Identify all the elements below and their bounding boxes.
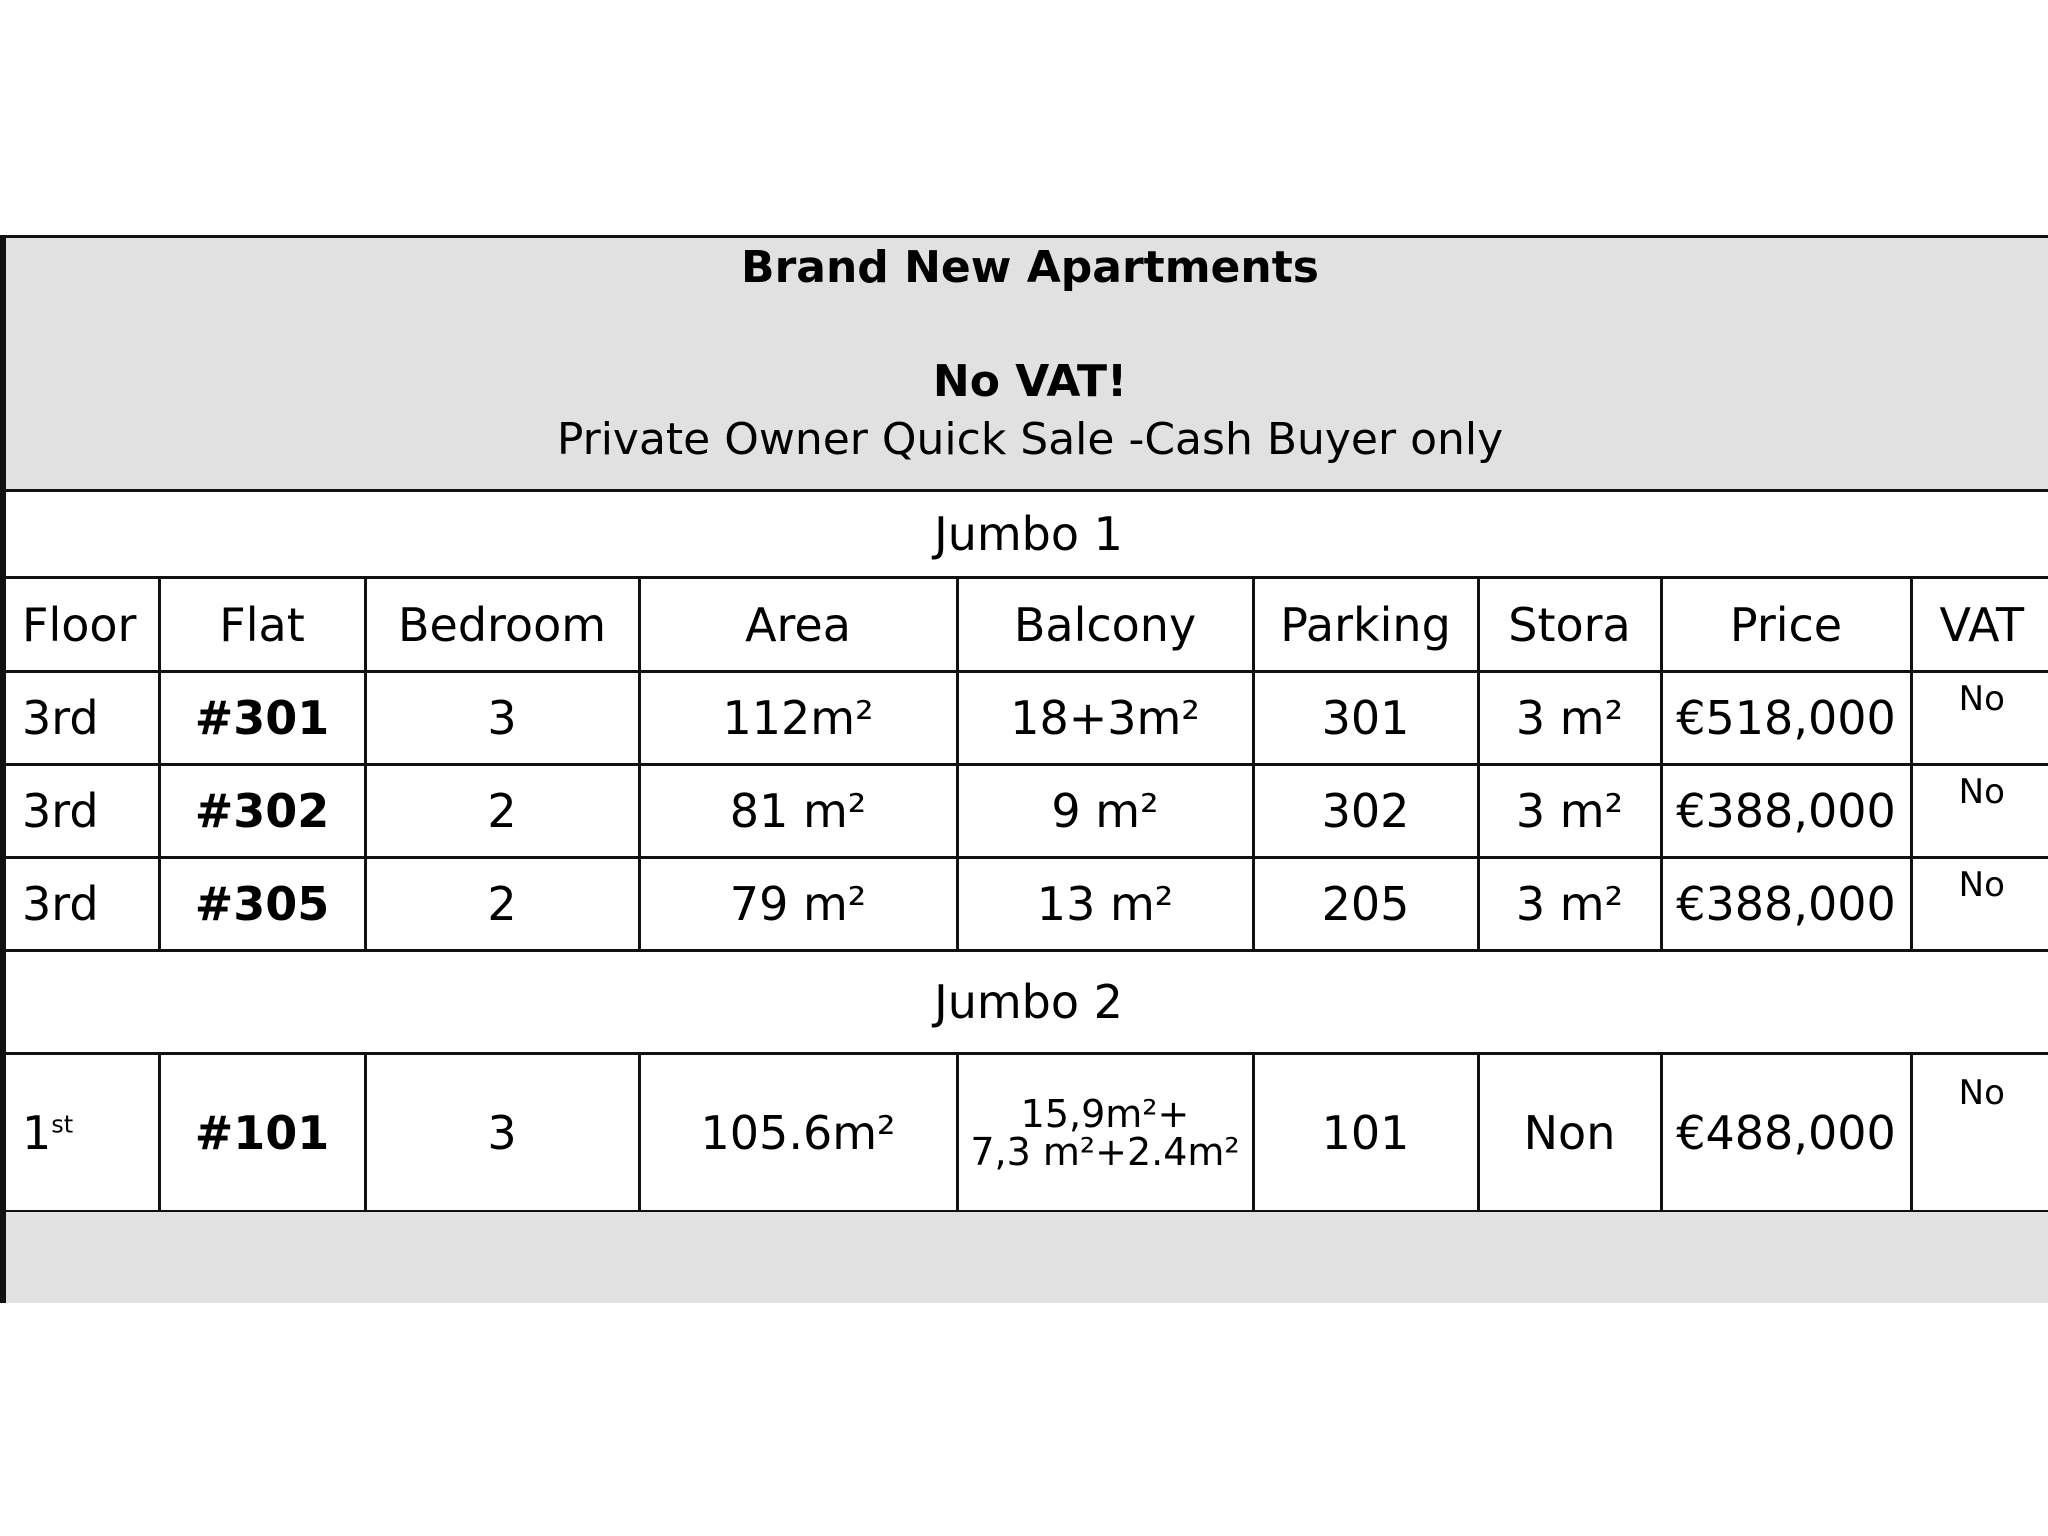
- column-header-balcony: Balcony: [957, 578, 1253, 672]
- listing-sheet: [0, 235, 2048, 1303]
- column-header-flat: Flat: [159, 578, 365, 672]
- area-cell: 79 m²: [639, 858, 957, 951]
- table-row: [3, 672, 2048, 765]
- flat-cell: #305: [159, 858, 365, 951]
- parking-cell: 205: [1253, 858, 1478, 951]
- bedroom-cell: 3: [365, 672, 639, 765]
- vat-cell: No: [1911, 765, 2048, 858]
- flat-cell: #302: [159, 765, 365, 858]
- bedroom-cell: 2: [365, 765, 639, 858]
- price-cell: €488,000: [1661, 1054, 1911, 1212]
- section-header-jumbo-1: [3, 491, 2048, 578]
- price-cell: €388,000: [1661, 858, 1911, 951]
- table-row: [3, 765, 2048, 858]
- balcony-cell: 18+3m²: [957, 672, 1253, 765]
- column-header-row: [3, 578, 2048, 672]
- vat-cell: No: [1911, 672, 2048, 765]
- column-header-floor: Floor: [3, 578, 159, 672]
- vat-cell: No: [1911, 1054, 2048, 1212]
- table-row: [3, 1054, 2048, 1212]
- storage-cell: 3 m²: [1478, 858, 1661, 951]
- area-cell: 105.6m²: [639, 1054, 957, 1212]
- balcony-cell: 9 m²: [957, 765, 1253, 858]
- floor-cell: 3rd: [3, 765, 159, 858]
- column-header-vat: VAT: [1911, 578, 2048, 672]
- column-header-bedroom: Bedroom: [365, 578, 639, 672]
- sale-subtitle: Private Owner Quick Sale -Cash Buyer only: [556, 414, 1504, 465]
- storage-cell: 3 m²: [1478, 672, 1661, 765]
- column-header-area: Area: [639, 578, 957, 672]
- table-row: [3, 858, 2048, 951]
- no-vat-notice: No VAT!: [932, 356, 1128, 407]
- flat-cell: #301: [159, 672, 365, 765]
- header-banner: [0, 235, 2048, 492]
- floor-number: 1: [22, 1105, 52, 1160]
- section-title: Jumbo 2: [3, 951, 2048, 1054]
- column-header-storage: Stora: [1478, 578, 1661, 672]
- floor-cell: [3, 1054, 159, 1212]
- balcony-cell: 13 m²: [957, 858, 1253, 951]
- section-header-jumbo-2: [3, 951, 2048, 1054]
- column-header-parking: Parking: [1253, 578, 1478, 672]
- price-cell: €388,000: [1661, 765, 1911, 858]
- floor-ordinal-suffix: st: [51, 1110, 74, 1139]
- page-title: Brand New Apartments: [741, 242, 1319, 293]
- vat-cell: No: [1911, 858, 2048, 951]
- bedroom-cell: 3: [365, 1054, 639, 1212]
- footer-band: [0, 1212, 2048, 1303]
- area-cell: 112m²: [639, 672, 957, 765]
- floor-cell: 3rd: [3, 672, 159, 765]
- parking-cell: 101: [1253, 1054, 1478, 1212]
- balcony-line-1: 15,9m²+: [1020, 1091, 1190, 1136]
- area-cell: 81 m²: [639, 765, 957, 858]
- column-header-price: Price: [1661, 578, 1911, 672]
- section-title: Jumbo 1: [3, 491, 2048, 578]
- balcony-cell: [957, 1054, 1253, 1212]
- parking-cell: 302: [1253, 765, 1478, 858]
- storage-cell: 3 m²: [1478, 765, 1661, 858]
- bedroom-cell: 2: [365, 858, 639, 951]
- floor-cell: 3rd: [3, 858, 159, 951]
- apartments-table: [0, 489, 2048, 1213]
- price-cell: €518,000: [1661, 672, 1911, 765]
- storage-cell: Non: [1478, 1054, 1661, 1212]
- parking-cell: 301: [1253, 672, 1478, 765]
- flat-cell: #101: [159, 1054, 365, 1212]
- balcony-line-2: 7,3 m²+2.4m²: [970, 1129, 1240, 1174]
